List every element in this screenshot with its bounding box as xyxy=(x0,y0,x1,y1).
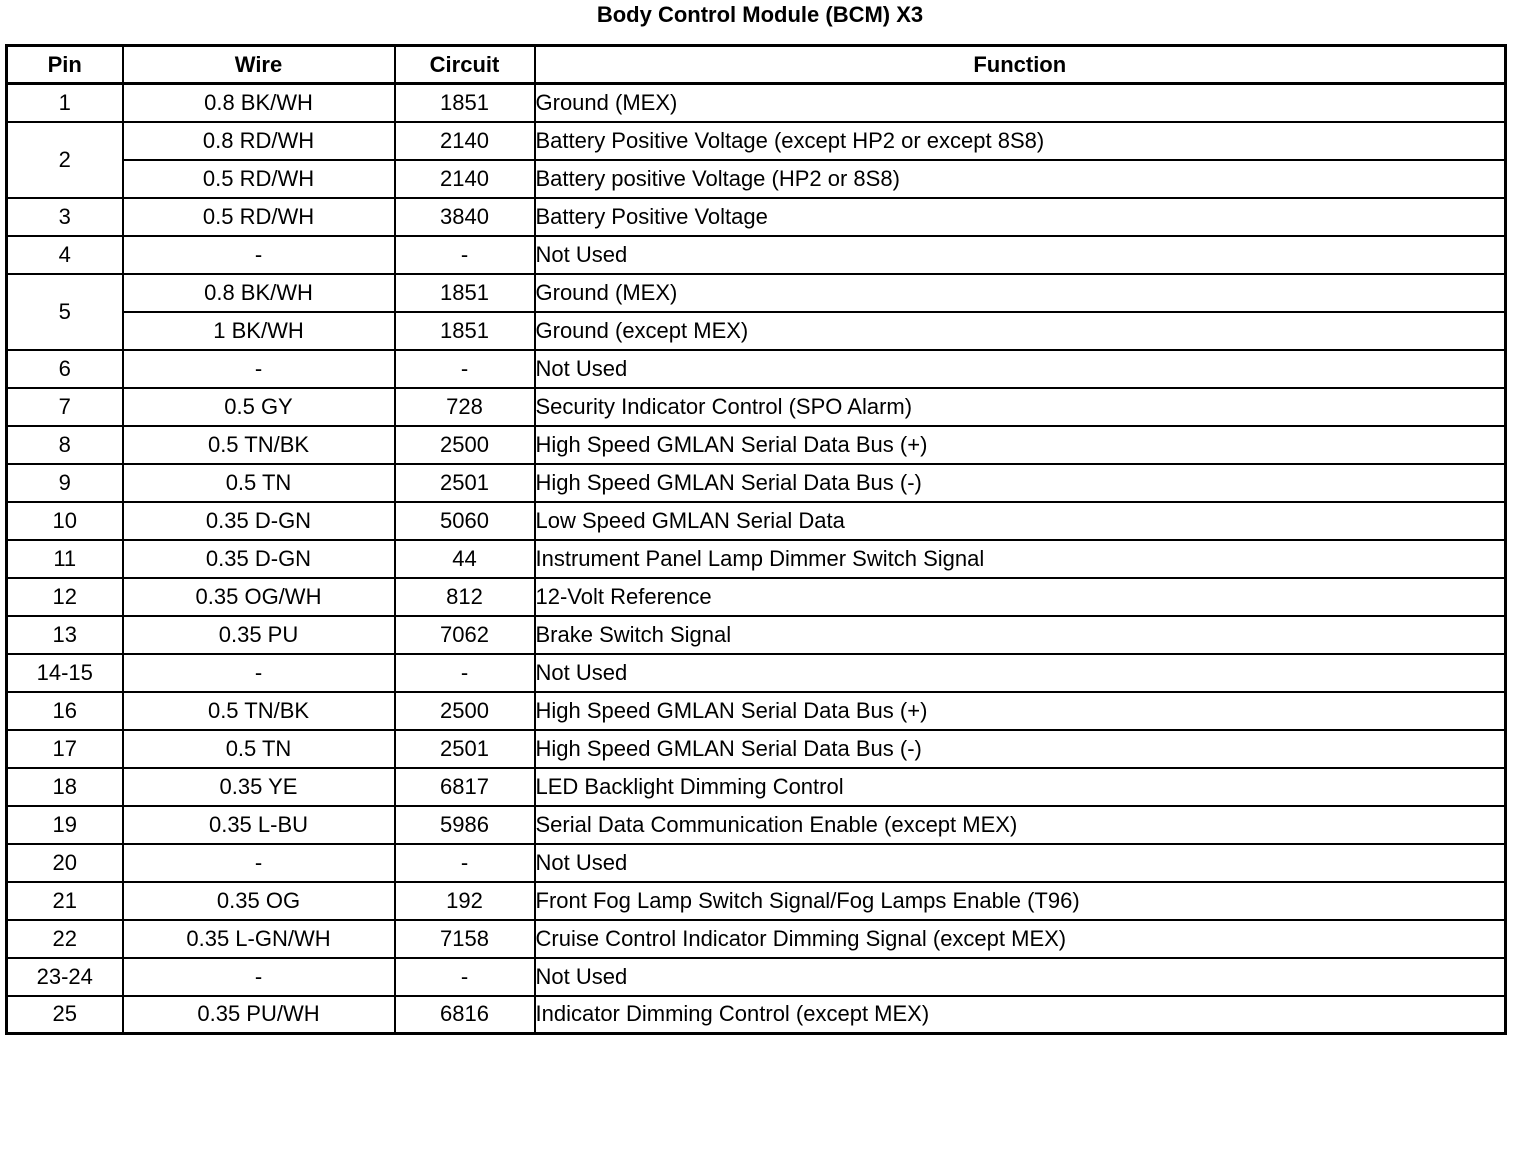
cell-wire: 0.5 RD/WH xyxy=(123,160,395,198)
header-circuit: Circuit xyxy=(395,46,535,84)
cell-wire: 0.5 RD/WH xyxy=(123,198,395,236)
cell-function: Ground (except MEX) xyxy=(535,312,1506,350)
cell-pin: 16 xyxy=(7,692,123,730)
header-wire: Wire xyxy=(123,46,395,84)
cell-circuit: 44 xyxy=(395,540,535,578)
cell-function: Battery Positive Voltage (except HP2 or except 8S8) xyxy=(535,122,1506,160)
cell-pin: 1 xyxy=(7,84,123,122)
cell-circuit: 2140 xyxy=(395,160,535,198)
cell-function: Not Used xyxy=(535,236,1506,274)
cell-circuit: - xyxy=(395,958,535,996)
cell-circuit: 2500 xyxy=(395,426,535,464)
cell-pin: 17 xyxy=(7,730,123,768)
cell-wire: 0.35 YE xyxy=(123,768,395,806)
cell-wire: 0.5 TN xyxy=(123,730,395,768)
cell-wire: - xyxy=(123,654,395,692)
cell-pin: 21 xyxy=(7,882,123,920)
table-row xyxy=(7,806,1506,844)
cell-function: High Speed GMLAN Serial Data Bus (+) xyxy=(535,426,1506,464)
cell-circuit: 2501 xyxy=(395,464,535,502)
cell-function: Cruise Control Indicator Dimming Signal (except MEX) xyxy=(535,920,1506,958)
cell-circuit: 3840 xyxy=(395,198,535,236)
cell-function: Front Fog Lamp Switch Signal/Fog Lamps Enable (T96) xyxy=(535,882,1506,920)
table-row xyxy=(7,578,1506,616)
cell-function: Indicator Dimming Control (except MEX) xyxy=(535,996,1506,1034)
cell-circuit: 812 xyxy=(395,578,535,616)
cell-wire: - xyxy=(123,350,395,388)
cell-pin: 14-15 xyxy=(7,654,123,692)
cell-function: Instrument Panel Lamp Dimmer Switch Signal xyxy=(535,540,1506,578)
cell-pin: 19 xyxy=(7,806,123,844)
connector-pinout-table xyxy=(5,44,1507,1035)
table-row xyxy=(7,540,1506,578)
cell-circuit: 7062 xyxy=(395,616,535,654)
cell-wire: 0.8 BK/WH xyxy=(123,84,395,122)
table-header-row xyxy=(7,46,1506,84)
table-body xyxy=(7,84,1506,1034)
cell-pin: 7 xyxy=(7,388,123,426)
cell-function: Not Used xyxy=(535,844,1506,882)
cell-function: Battery positive Voltage (HP2 or 8S8) xyxy=(535,160,1506,198)
cell-wire: 0.8 BK/WH xyxy=(123,274,395,312)
table-row xyxy=(7,502,1506,540)
cell-wire: 0.5 TN/BK xyxy=(123,426,395,464)
cell-pin: 2 xyxy=(7,122,123,198)
cell-function: High Speed GMLAN Serial Data Bus (-) xyxy=(535,730,1506,768)
cell-function: Brake Switch Signal xyxy=(535,616,1506,654)
table-row xyxy=(7,198,1506,236)
cell-circuit: 1851 xyxy=(395,84,535,122)
cell-pin: 23-24 xyxy=(7,958,123,996)
cell-function: Not Used xyxy=(535,654,1506,692)
table-row xyxy=(7,958,1506,996)
cell-wire: 0.35 D-GN xyxy=(123,540,395,578)
table-row xyxy=(7,122,1506,160)
cell-function: Battery Positive Voltage xyxy=(535,198,1506,236)
cell-pin: 12 xyxy=(7,578,123,616)
cell-wire: 0.8 RD/WH xyxy=(123,122,395,160)
cell-pin: 20 xyxy=(7,844,123,882)
cell-wire: 0.35 L-GN/WH xyxy=(123,920,395,958)
cell-pin: 8 xyxy=(7,426,123,464)
cell-circuit: 2501 xyxy=(395,730,535,768)
cell-function: Ground (MEX) xyxy=(535,274,1506,312)
cell-function: Serial Data Communication Enable (except MEX) xyxy=(535,806,1506,844)
table-row xyxy=(7,654,1506,692)
cell-pin: 5 xyxy=(7,274,123,350)
cell-wire: 0.35 OG/WH xyxy=(123,578,395,616)
cell-circuit: - xyxy=(395,350,535,388)
cell-circuit: 6817 xyxy=(395,768,535,806)
cell-wire: 0.5 TN/BK xyxy=(123,692,395,730)
table-row xyxy=(7,350,1506,388)
cell-function: LED Backlight Dimming Control xyxy=(535,768,1506,806)
cell-pin: 10 xyxy=(7,502,123,540)
cell-function: Not Used xyxy=(535,350,1506,388)
cell-function: Security Indicator Control (SPO Alarm) xyxy=(535,388,1506,426)
cell-pin: 22 xyxy=(7,920,123,958)
cell-wire: 0.5 GY xyxy=(123,388,395,426)
cell-circuit: 5986 xyxy=(395,806,535,844)
table-row xyxy=(7,882,1506,920)
cell-wire: 0.35 OG xyxy=(123,882,395,920)
cell-wire: - xyxy=(123,958,395,996)
cell-circuit: - xyxy=(395,654,535,692)
cell-function: High Speed GMLAN Serial Data Bus (+) xyxy=(535,692,1506,730)
cell-function: Ground (MEX) xyxy=(535,84,1506,122)
cell-pin: 25 xyxy=(7,996,123,1034)
table-row xyxy=(7,236,1506,274)
cell-pin: 13 xyxy=(7,616,123,654)
cell-function: Low Speed GMLAN Serial Data xyxy=(535,502,1506,540)
cell-circuit: 7158 xyxy=(395,920,535,958)
cell-function: Not Used xyxy=(535,958,1506,996)
table-row xyxy=(7,996,1506,1034)
cell-circuit: 1851 xyxy=(395,312,535,350)
cell-circuit: 2140 xyxy=(395,122,535,160)
cell-circuit: 5060 xyxy=(395,502,535,540)
cell-circuit: 1851 xyxy=(395,274,535,312)
cell-pin: 18 xyxy=(7,768,123,806)
table-row xyxy=(7,730,1506,768)
table-row xyxy=(7,768,1506,806)
cell-pin: 3 xyxy=(7,198,123,236)
cell-wire: 0.5 TN xyxy=(123,464,395,502)
cell-wire: 0.35 D-GN xyxy=(123,502,395,540)
header-function: Function xyxy=(535,46,1506,84)
cell-circuit: 192 xyxy=(395,882,535,920)
table-row xyxy=(7,920,1506,958)
cell-circuit: - xyxy=(395,844,535,882)
table-row xyxy=(7,84,1506,122)
table-row xyxy=(7,312,1506,350)
cell-circuit: 728 xyxy=(395,388,535,426)
cell-function: High Speed GMLAN Serial Data Bus (-) xyxy=(535,464,1506,502)
table-row xyxy=(7,388,1506,426)
table-row xyxy=(7,274,1506,312)
cell-wire: - xyxy=(123,844,395,882)
table-row xyxy=(7,616,1506,654)
cell-circuit: 6816 xyxy=(395,996,535,1034)
table-row xyxy=(7,692,1506,730)
cell-pin: 9 xyxy=(7,464,123,502)
cell-pin: 4 xyxy=(7,236,123,274)
cell-pin: 11 xyxy=(7,540,123,578)
cell-function: 12-Volt Reference xyxy=(535,578,1506,616)
cell-wire: 0.35 PU xyxy=(123,616,395,654)
table-row xyxy=(7,464,1506,502)
header-pin: Pin xyxy=(7,46,123,84)
cell-wire: 1 BK/WH xyxy=(123,312,395,350)
document-title: Body Control Module (BCM) X3 xyxy=(596,2,924,27)
cell-wire: 0.35 L-BU xyxy=(123,806,395,844)
table-row xyxy=(7,844,1506,882)
cell-wire: - xyxy=(123,236,395,274)
cell-circuit: - xyxy=(395,236,535,274)
table-row xyxy=(7,160,1506,198)
cell-wire: 0.35 PU/WH xyxy=(123,996,395,1034)
cell-circuit: 2500 xyxy=(395,692,535,730)
table-row xyxy=(7,426,1506,464)
cell-pin: 6 xyxy=(7,350,123,388)
